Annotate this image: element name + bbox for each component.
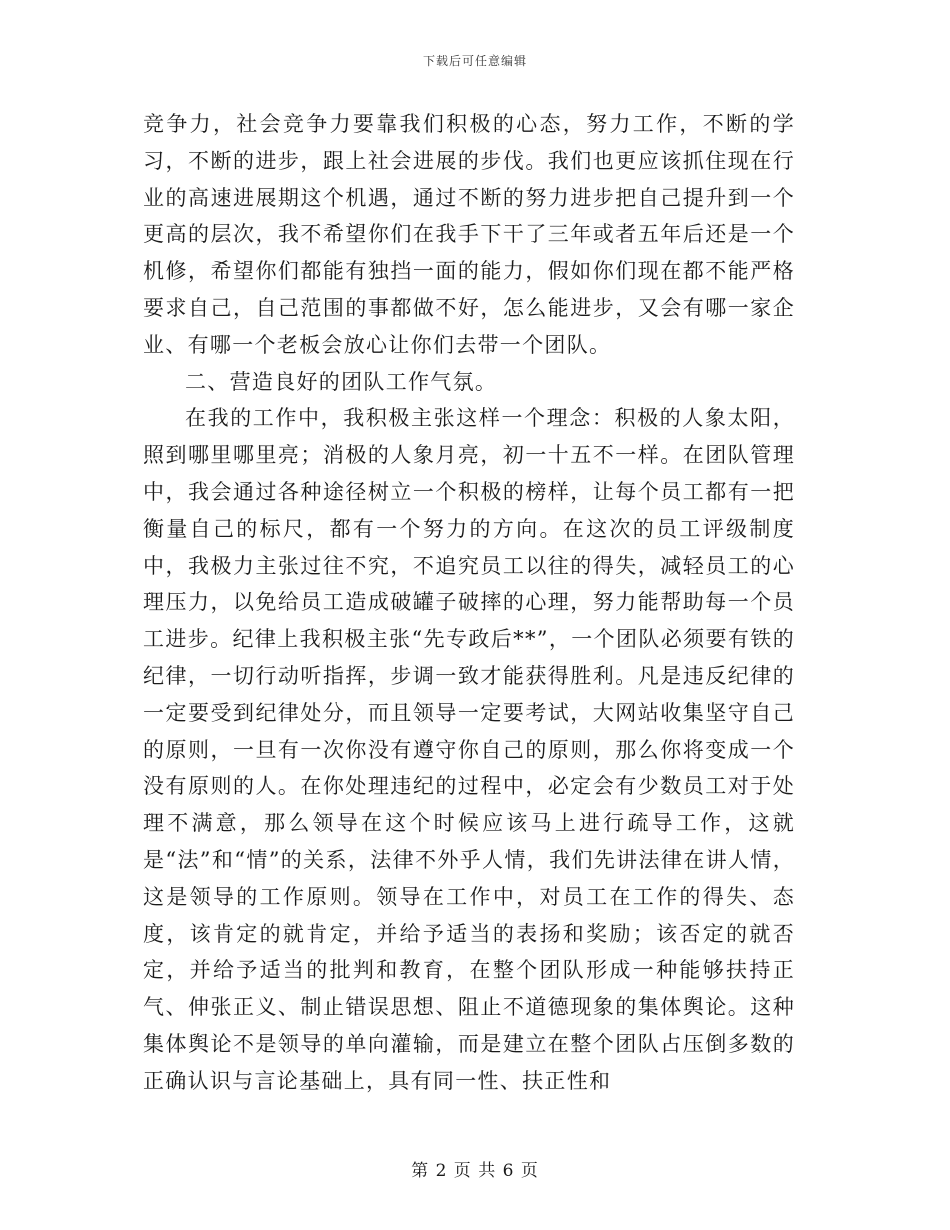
page-footer: 第 2 页 共 6 页 <box>411 1161 539 1181</box>
paragraph: 在我的工作中，我积极主张这样一个理念：积极的人象太阳，照到哪里哪里亮；消极的人象月亮，初一十五不一样。在团队管理中，我会通过各种途径树立一个积极的榜样，让每个员工都有一把衡量自己的标尺，都有一个努力的方向。在这次的员工评级制度中，我极力主张过往不究，不追究员工以往的得失，减轻员工的心理压力，以免给员工造成破罐子破摔的心理，努力能帮助每一个员工进步。纪律上我积极主张“先专政后**”，一个团队必须要有铁的纪律，一切行动听指挥，步调一致才能获得胜利。凡是违反纪律的一定要受到纪律处分，而且领导一定要考试，大网站收集坚守自己的原则，一旦有一次你没有遵守你自己的原则，那么你将变成一个没有原则的人。在你处理违纪的过程中，必定会有少数员工对于处理不满意，那么领导在这个时候应该马上进行疏导工作，这就是“法”和“情”的关系，法律不外乎人情，我们先讲法律在讲人情，这是领导的工作原则。领导在工作中，对员工在工作的得失、态度，该肯定的就肯定，并给予适当的表扬和奖励；该否定的就否定，并给予适当的批判和教育，在整个团队形成一种能够扶持正气、伸张正义、制止错误思想、阻止不道德现象的集体舆论。这种集体舆论不是领导的单向灌输，而是建立在整个团队占压倒多数的正确认识与言论基础上，具有同一性、扶正性和 <box>143 406 795 1093</box>
document-body <box>143 106 795 1100</box>
page-header: 下载后可任意编辑 <box>422 54 527 68</box>
paragraph-continued: 竞争力，社会竞争力要靠我们积极的心态，努力工作，不断的学习，不断的进步，跟上社会进展的步伐。我们也更应该抓住现在行业的高速进展期这个机遇，通过不断的努力进步把自己提升到一个更高的层次，我不希望你们在我手下干了三年或者五年后还是一个机修，希望你们都能有独挡一面的能力，假如你们现在都不能严格要求自己，自己范围的事都做不好，怎么能进步，又会有哪一家企业、有哪一个老板会放心让你们去带一个团队。 <box>143 112 795 357</box>
section-heading: 二、营造良好的团队工作气氛。 <box>185 369 498 394</box>
